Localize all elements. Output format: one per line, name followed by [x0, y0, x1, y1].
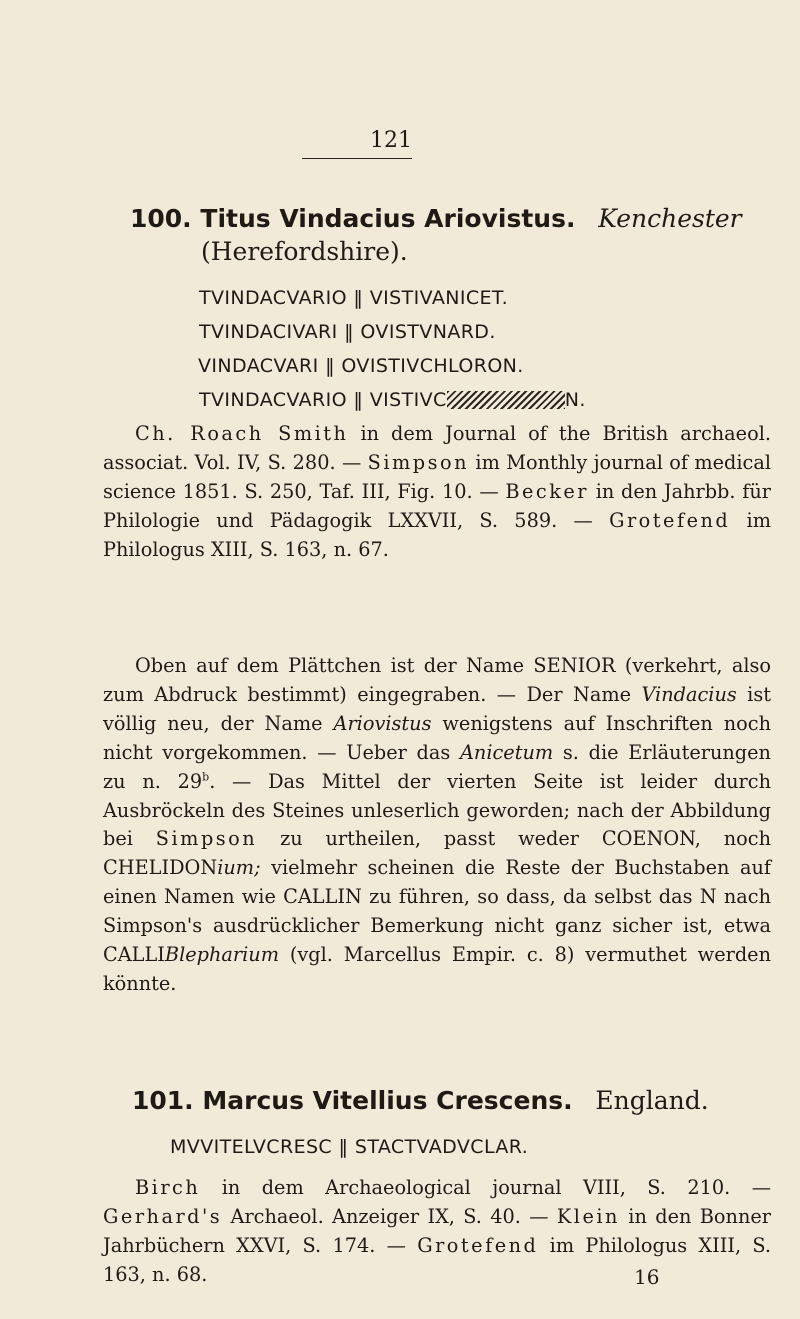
inscription-line-1: TVINDACVARIO ‖ VISTIVANICET.	[199, 287, 509, 309]
italic-term: Blepharium	[164, 943, 279, 967]
commentary-text: zu urtheilen, passt weder COENON, noch CHELIDON	[103, 827, 771, 880]
entry-100-commentary	[103, 652, 771, 999]
author-name: Grotefend	[417, 1233, 539, 1257]
reference-text: in dem Journal of the British archaeol. associat. Vol. IV, S. 280. —	[103, 422, 771, 474]
author-name: Klein	[556, 1204, 620, 1228]
entry-101-inscription: MVVITELVCRESC ‖ STACTVADVCLAR.	[170, 1136, 529, 1158]
italic-term: Ariovistus	[333, 711, 432, 735]
entry-101-heading	[132, 1085, 772, 1117]
signature-mark: 16	[634, 1265, 660, 1289]
inscription-line-2: TVINDACIVARI ‖ OVISTVNARD.	[199, 321, 496, 343]
reference-text: in den Bonner Jahrbüchern XXVI, S. 174. —	[103, 1204, 771, 1257]
commentary-text: (vgl. Marcellus Empir. c. 8) vermuthet werden könnte.	[103, 943, 771, 995]
entry-100-number: 100.	[130, 204, 192, 233]
entry-100-title: Titus Vindacius Ariovistus.	[200, 204, 576, 233]
entry-100-region: (Herefordshire).	[201, 237, 408, 266]
author-name: Simpson	[367, 450, 470, 474]
entry-100-references	[103, 420, 771, 565]
commentary-text: Oben auf dem Plättchen ist der Name SENIOR (verkehrt, also zum Abdruck bestimmt) eingegraben. — Der Name	[103, 654, 771, 706]
entry-101-title: Marcus Vitellius Crescens.	[202, 1086, 573, 1115]
author-name: Gerhard's	[103, 1204, 223, 1228]
author-name: Ch. Roach Smith	[135, 422, 349, 445]
italic-term: ium;	[217, 856, 261, 880]
reference-text: Archaeol. Anzeiger IX, S. 40. —	[222, 1204, 557, 1228]
reference-text: in dem Archaeological journal VIII, S. 210. —	[200, 1176, 771, 1199]
header-rule	[302, 158, 412, 159]
entry-100-place: Kenchester	[598, 204, 742, 233]
author-name: Birch	[135, 1176, 201, 1199]
commentary-text: vielmehr scheinen die Reste der Buchstaben auf einen Namen wie CALLIN zu führen, so dass, da selbst das N nach Simpson's ausdrücklicher Bemerkung nicht ganz sicher ist, etwa CALLI	[103, 856, 771, 967]
inscription-line-4-start: TVINDACVARIO ‖ VISTIVC	[199, 389, 447, 411]
page-number: 121	[370, 128, 412, 153]
reference-text: im Monthly journal of medical science 1851. S. 250, Taf. III, Fig. 10. —	[103, 450, 771, 503]
author-name: Simpson	[155, 827, 258, 851]
commentary-text: . — Das Mittel der vierten Seite ist leider durch Ausbröckeln des Steines unleserlich geworden; nach der Abbildung bei	[103, 769, 771, 851]
author-name: Grotefend	[609, 508, 731, 532]
commentary-text: ist völlig neu, der Name	[103, 682, 771, 735]
inscription-line-4-end: N.	[564, 389, 586, 411]
entry-101-references	[103, 1174, 771, 1290]
entry-100-heading	[130, 203, 770, 235]
erased-letters-mark	[447, 391, 565, 409]
superscript: b	[202, 770, 210, 784]
inscription-line-3: VINDACVARI ‖ OVISTIVCHLORON.	[198, 355, 524, 377]
entry-101-number: 101.	[132, 1086, 194, 1115]
commentary-text: wenigstens auf Inschriften noch nicht vorgekommen. — Ueber das	[103, 711, 771, 764]
reference-text: im Philologus XIII, S. 163, n. 67.	[103, 508, 771, 561]
reference-text: in den Jahrbb. für Philologie und Pädagogik LXXVII, S. 589. —	[103, 479, 771, 532]
commentary-text: s. die Erläuterungen zu n. 29	[103, 740, 771, 793]
inscription-line-4	[199, 386, 586, 414]
entry-101-place: England.	[595, 1086, 709, 1115]
reference-text: im Philologus XIII, S. 163, n. 68.	[103, 1233, 772, 1286]
author-name: Becker	[505, 479, 590, 503]
italic-term: Vindacius	[641, 682, 737, 706]
italic-term: Anicetum	[460, 740, 554, 764]
